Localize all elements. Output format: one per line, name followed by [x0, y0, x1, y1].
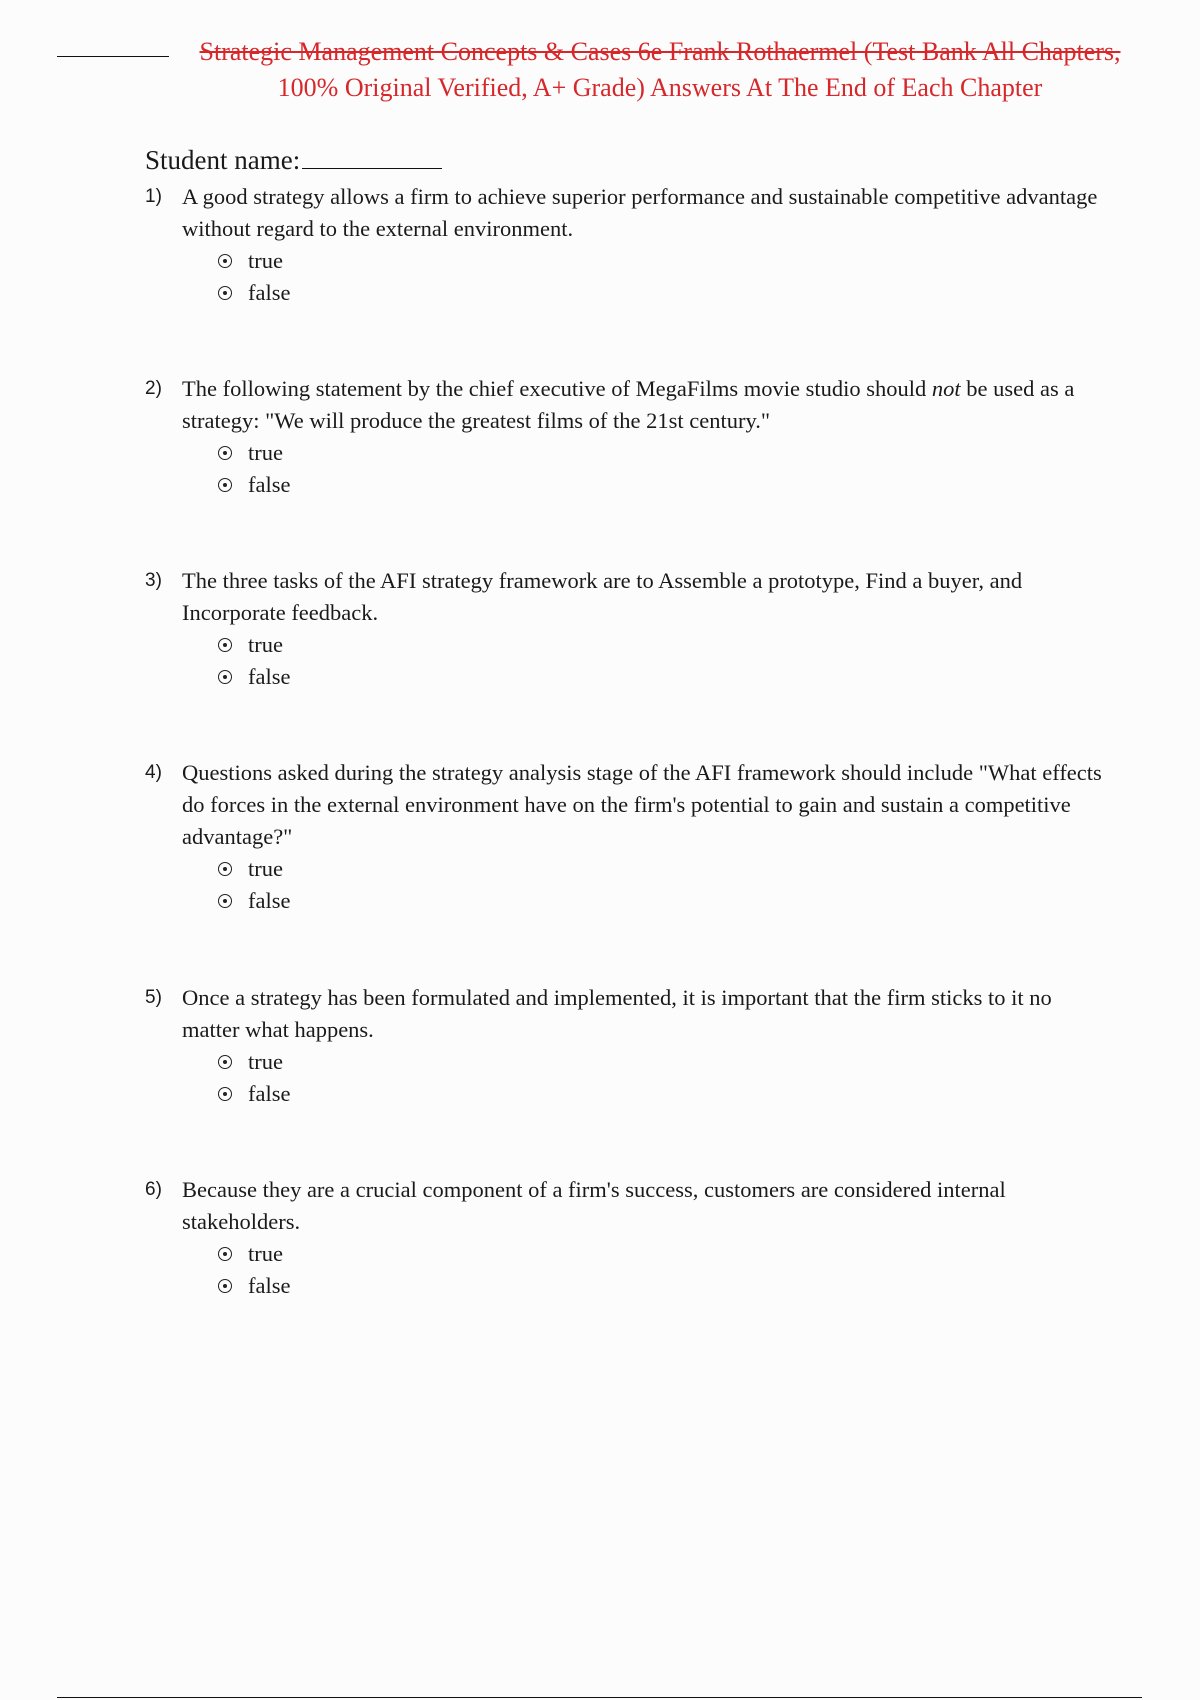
question-2 [145, 373, 1105, 501]
option-true[interactable] [218, 1238, 1105, 1270]
option-true[interactable] [218, 853, 1105, 885]
option-label: false [248, 1081, 291, 1106]
option-label: false [248, 664, 291, 689]
question-5 [145, 982, 1105, 1110]
radio-icon[interactable] [218, 894, 232, 908]
option-true[interactable] [218, 629, 1105, 661]
option-false[interactable] [218, 1270, 1105, 1302]
option-label: false [248, 280, 291, 305]
question-number: 1) [145, 186, 162, 207]
question-number: 6) [145, 1179, 162, 1200]
student-name-field [145, 145, 442, 176]
radio-icon[interactable] [218, 286, 232, 300]
radio-icon[interactable] [218, 446, 232, 460]
option-true[interactable] [218, 1046, 1105, 1078]
option-label: true [248, 1241, 283, 1266]
option-false[interactable] [218, 469, 1105, 501]
header-title-line1: Strategic Management Concepts & Cases 6e Frank Rothaermel (Test Bank All Chapters, [199, 37, 1121, 66]
option-false[interactable] [218, 277, 1105, 309]
radio-icon[interactable] [218, 254, 232, 268]
question-number: 2) [145, 378, 162, 399]
radio-icon[interactable] [218, 1087, 232, 1101]
radio-icon[interactable] [218, 1247, 232, 1261]
question-text: Because they are a crucial component of a firm's success, customers are considered internal stakeholders. [182, 1177, 1006, 1234]
option-label: false [248, 1273, 291, 1298]
radio-icon[interactable] [218, 478, 232, 492]
radio-icon[interactable] [218, 638, 232, 652]
student-name-label: Student name: [145, 145, 301, 175]
student-name-blank[interactable] [302, 148, 442, 169]
question-text: Once a strategy has been formulated and implemented, it is important that the firm sticks to it no matter what happens. [182, 985, 1052, 1042]
question-text: The three tasks of the AFI strategy framework are to Assemble a prototype, Find a buyer, and Incorporate feedback. [182, 568, 1023, 625]
radio-icon[interactable] [218, 862, 232, 876]
question-1 [145, 181, 1105, 309]
radio-icon[interactable] [218, 670, 232, 684]
question-text-part: be used as a strategy: "We will produce the greatest films of the 21st century." [182, 376, 1075, 433]
document-header [150, 34, 1170, 106]
radio-icon[interactable] [218, 1279, 232, 1293]
option-label: false [248, 472, 291, 497]
footer-rule [57, 1697, 1142, 1698]
option-true[interactable] [218, 437, 1105, 469]
question-3 [145, 565, 1105, 693]
question-number: 3) [145, 570, 162, 591]
question-text-part: The following statement by the chief executive of MegaFilms movie studio should [182, 376, 932, 401]
question-text: Questions asked during the strategy analysis stage of the AFI framework should include "What effects do forces in the external environment have on the firm's potential to gain and sustain a competitive advantage?" [182, 760, 1102, 849]
option-label: true [248, 248, 283, 273]
option-label: false [248, 888, 291, 913]
question-6 [145, 1174, 1105, 1302]
option-false[interactable] [218, 661, 1105, 693]
question-text-emphasis: not [931, 376, 961, 401]
question-number: 5) [145, 987, 162, 1008]
option-label: true [248, 856, 283, 881]
option-label: true [248, 632, 283, 657]
radio-icon[interactable] [218, 1055, 232, 1069]
option-label: true [248, 1049, 283, 1074]
question-4 [145, 757, 1105, 917]
header-title-line2: 100% Original Verified, A+ Grade) Answers At The End of Each Chapter [277, 73, 1043, 102]
question-number: 4) [145, 762, 162, 783]
option-true[interactable] [218, 245, 1105, 277]
option-false[interactable] [218, 885, 1105, 917]
option-false[interactable] [218, 1078, 1105, 1110]
question-text: A good strategy allows a firm to achieve superior performance and sustainable competitive advantage without regard to the external environment. [182, 184, 1098, 241]
question-text [182, 373, 1105, 437]
option-label: true [248, 440, 283, 465]
